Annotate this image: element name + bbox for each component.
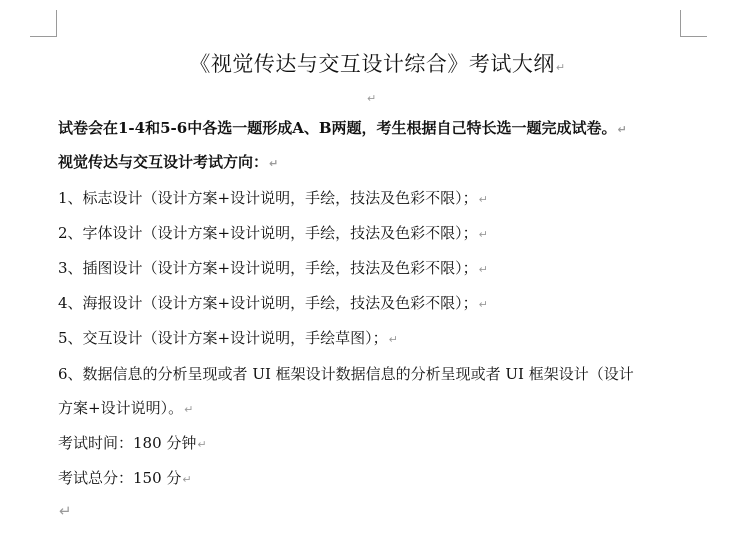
list-item: 1、标志设计（设计方案+设计说明，手绘，技法及色彩不限）；↵ <box>58 189 488 207</box>
direction-heading: 视觉传达与交互设计考试方向：↵ <box>58 153 279 171</box>
paragraph-mark-icon: ↵ <box>184 403 194 416</box>
list-item-6-line-2: 方案+设计说明）。↵ <box>58 399 194 417</box>
paragraph-mark-icon: ↵ <box>555 61 566 74</box>
paragraph-mark-icon: ↵ <box>478 298 488 311</box>
paragraph-mark-icon: ↵ <box>269 157 279 170</box>
document-title <box>0 48 755 78</box>
paragraph-mark-icon: ↵ <box>59 502 72 520</box>
paragraph-mark-icon: ↵ <box>617 123 627 136</box>
list-item: 2、字体设计（设计方案+设计说明，手绘，技法及色彩不限）；↵ <box>58 224 488 242</box>
list-item: 4、海报设计（设计方案+设计说明，手绘，技法及色彩不限）；↵ <box>58 294 488 312</box>
paragraph-mark-icon: ↵ <box>478 263 488 276</box>
list-item-6-line-1: 6、数据信息的分析呈现或者 UI 框架设计数据信息的分析呈现或者 UI 框架设计（设计 <box>58 365 634 383</box>
paragraph-mark-icon: ↵ <box>367 92 377 105</box>
exam-time: 考试时间：180 分钟↵ <box>58 434 207 452</box>
paragraph-mark-icon: ↵ <box>478 193 488 206</box>
list-item: 3、插图设计（设计方案+设计说明，手绘，技法及色彩不限）；↵ <box>58 259 488 277</box>
list-item: 5、交互设计（设计方案+设计说明，手绘草图）；↵ <box>58 329 398 347</box>
paragraph-mark-icon: ↵ <box>388 333 398 346</box>
paragraph-mark-icon: ↵ <box>478 228 488 241</box>
total-score: 考试总分：150 分↵ <box>58 469 192 487</box>
paragraph-mark-icon: ↵ <box>197 438 207 451</box>
paragraph-mark-icon: ↵ <box>182 473 192 486</box>
page-corner-mark-top-left <box>30 10 57 37</box>
page-corner-mark-top-right <box>680 10 707 37</box>
intro-paragraph: 试卷会在1-4和5-6中各选一题形成A、B两题，考生根据自己特长选一题完成试卷。↵ <box>58 119 627 137</box>
title-text: 《视觉传达与交互设计综合》考试大纲 <box>189 52 555 76</box>
